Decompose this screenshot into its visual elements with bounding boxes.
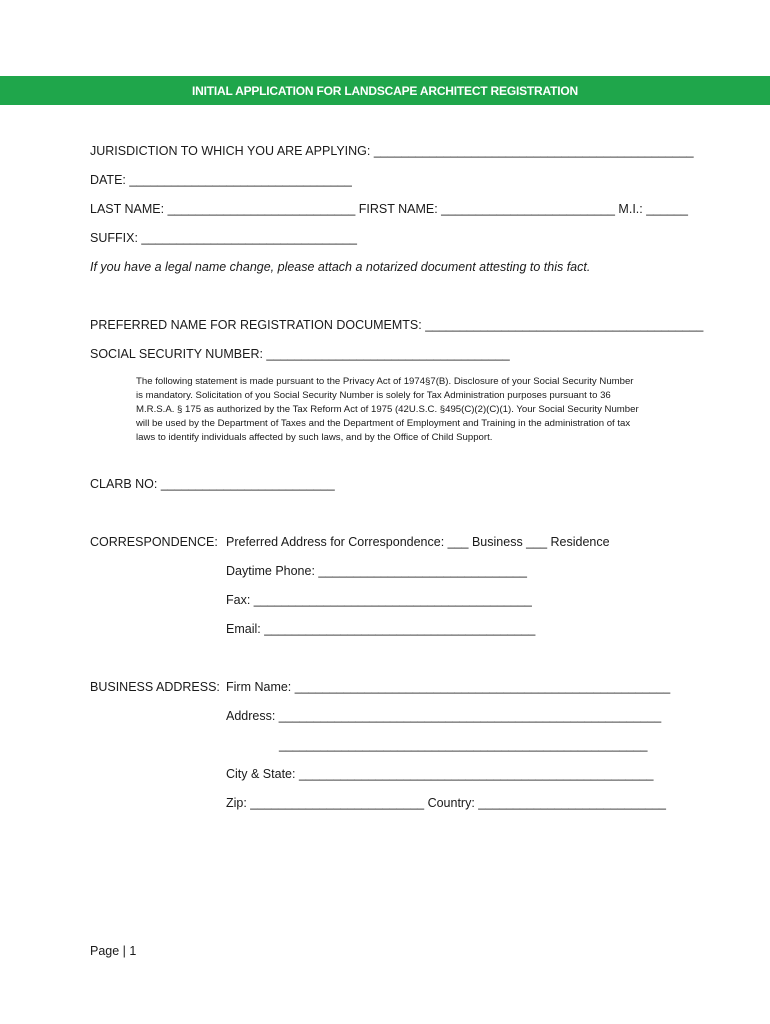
clarb-field[interactable]: CLARB NO: _________________________ [90,477,335,491]
form-title: INITIAL APPLICATION FOR LANDSCAPE ARCHITECT REGISTRATION [192,83,578,98]
suffix-field[interactable]: SUFFIX: _______________________________ [90,231,357,245]
page-number: Page | 1 [90,944,137,958]
privacy-line: laws to identify individuals affected by such laws, and by the Office of Child Support. [136,432,493,443]
privacy-line: will be used by the Department of Taxes and the Department of Employment and Training in the administration of tax [136,418,631,429]
email-field[interactable]: Email: _______________________________________ [226,622,536,636]
business-address-label: BUSINESS ADDRESS: [90,680,220,694]
jurisdiction-field[interactable]: JURISDICTION TO WHICH YOU ARE APPLYING: ______________________________________________ [90,144,694,158]
correspondence-label: CORRESPONDENCE: [90,535,218,549]
date-field[interactable]: DATE: ________________________________ [90,173,352,187]
ssn-field[interactable]: SOCIAL SECURITY NUMBER: ___________________________________ [90,347,510,361]
firm-name-field[interactable]: Firm Name: ______________________________________________________ [226,680,671,694]
form-title-banner [0,76,770,105]
preferred-name-field[interactable]: PREFERRED NAME FOR REGISTRATION DOCUMEMTS: ________________________________________ [90,318,704,332]
privacy-line: The following statement is made pursuant to the Privacy Act of 1974§7(B). Disclosure of your Social Security Number [136,376,634,387]
privacy-line: is mandatory. Solicitation of you Social Security Number is solely for Tax Administration purposes pursuant to 36 [136,390,611,401]
privacy-line: M.R.S.A. § 175 as authorized by the Tax Reform Act of 1975 (42U.S.C. §495(C)(2)(C)(1). Your Social Security Number [136,404,639,415]
name-fields[interactable]: LAST NAME: ___________________________ FIRST NAME: _________________________ M.I.: ______ [90,202,688,216]
address-line-2-field[interactable]: _____________________________________________________ [279,738,648,752]
address-field[interactable]: Address: _______________________________________________________ [226,709,662,723]
privacy-statement [136,375,684,445]
preferred-address-field[interactable]: Preferred Address for Correspondence: ___ Business ___ Residence [226,535,610,549]
city-state-field[interactable]: City & State: ___________________________________________________ [226,767,654,781]
legal-name-note: If you have a legal name change, please attach a notarized document attesting to this fact. [90,260,591,274]
zip-country-field[interactable]: Zip: _________________________ Country: ___________________________ [226,796,666,810]
daytime-phone-field[interactable]: Daytime Phone: ______________________________ [226,564,527,578]
fax-field[interactable]: Fax: ________________________________________ [226,593,532,607]
